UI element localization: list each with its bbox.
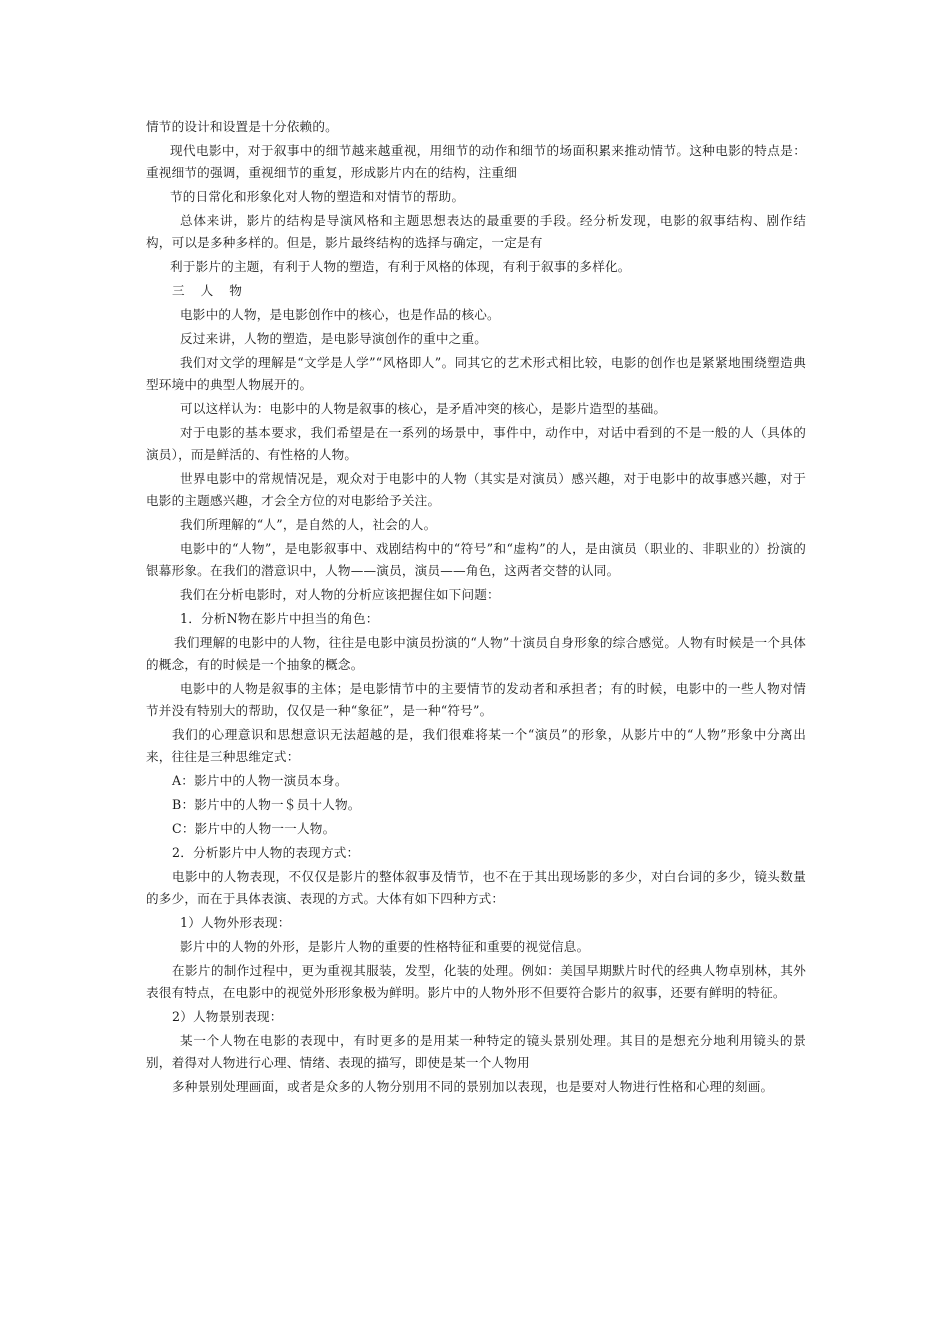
paragraph: 世界电影中的常规情况是，观众对于电影中的人物（其实是对演员）感兴趣，对于电影中的故事感兴趣，对于电影的主题感兴趣，才会全方位的对电影给予关注。 bbox=[146, 471, 806, 508]
paragraph: 总体来讲，影片的结构是导演风格和主题思想表达的最重要的手段。经分析发现，电影的叙事结构、剧作结构，可以是多种多样的。但是，影片最终结构的选择与确定，一定是有 bbox=[146, 213, 806, 250]
paragraph: 影片中的人物的外形，是影片人物的重要的性格特征和重要的视觉信息。 bbox=[180, 939, 590, 954]
paragraph: 对于电影的基本要求，我们希望是在一系列的场景中，事件中，动作中，对话中看到的不是一般的人（具体的演员），而是鲜活的、有性格的人物。 bbox=[146, 425, 806, 462]
paragraph: 我们的心理意识和思想意识无法超越的是，我们很难将某一个“演员”的形象，从影片中的“人物”形象中分离出来，往往是三种思维定式： bbox=[146, 727, 806, 764]
subheading: 2）人物景别表现： bbox=[172, 1009, 283, 1024]
subheading: 1．分析N物在影片中担当的角色： bbox=[180, 611, 379, 626]
paragraph: 我们所理解的“人”，是自然的人，社会的人。 bbox=[180, 517, 437, 532]
paragraph: 我们对文学的理解是“文学是人学”“风格即人”。同其它的艺术形式相比较，电影的创作也是紧紧地围绕塑造典型环境中的典型人物展开的。 bbox=[146, 355, 806, 392]
paragraph: 电影中的人物表现，不仅仅是影片的整体叙事及情节，也不在于其出现场影的多少，对白台词的多少，镜头数量的多少，而在于具体表演、表现的方式。大体有如下四种方式： bbox=[146, 869, 806, 906]
section-heading: 三 人 物 bbox=[172, 283, 248, 298]
paragraph: 情节的设计和设置是十分依赖的。 bbox=[146, 119, 338, 134]
paragraph: 电影中的人物，是电影创作中的核心，也是作品的核心。 bbox=[180, 307, 500, 322]
list-item: A：影片中的人物一演员本身。 bbox=[172, 773, 348, 788]
paragraph: 反过来讲，人物的塑造，是电影导演创作的重中之重。 bbox=[180, 331, 488, 346]
subheading: 2．分析影片中人物的表现方式： bbox=[172, 845, 360, 860]
subheading: 1）人物外形表现： bbox=[180, 915, 291, 930]
document-page bbox=[146, 116, 806, 1100]
paragraph: 我们理解的电影中的人物，往往是电影中演员扮演的“人物”十演员自身形象的综合感觉。人物有时候是一个具体的概念，有的时候是一个抽象的概念。 bbox=[146, 635, 806, 672]
paragraph: 利于影片的主题，有利于人物的塑造，有利于风格的体现，有利于叙事的多样化。 bbox=[170, 259, 631, 274]
paragraph: 节的日常化和形象化对人物的塑造和对情节的帮助。 bbox=[170, 189, 465, 204]
list-item: B：影片中的人物一＄员十人物。 bbox=[172, 797, 361, 812]
paragraph: 多种景别处理画面，或者是众多的人物分别用不同的景别加以表现，也是要对人物进行性格和心理的刻画。 bbox=[172, 1079, 774, 1094]
paragraph: 某一个人物在电影的表现中，有时更多的是用某一种特定的镜头景别处理。其目的是想充分地利用镜头的景别，着得对人物进行心理、情绪、表现的描写，即使是某一个人物用 bbox=[146, 1033, 806, 1070]
paragraph: 电影中的“人物”，是电影叙事中、戏剧结构中的“符号”和“虚构”的人，是由演员（职业的、非职业的）扮演的银幕形象。在我们的潜意识中，人物——演员，演员——角色，这两者交替的认同。 bbox=[146, 541, 806, 578]
paragraph: 电影中的人物是叙事的主体；是电影情节中的主要情节的发动者和承担者；有的时候，电影中的一些人物对情节并没有特别大的帮助，仅仅是一种“象征”，是一种“符号”。 bbox=[146, 681, 806, 718]
paragraph: 我们在分析电影时，对人物的分析应该把握住如下问题： bbox=[180, 587, 500, 602]
paragraph: 在影片的制作过程中，更为重视其服装，发型，化装的处理。例如：美国早期默片时代的经典人物卓别林，其外表很有特点，在电影中的视觉外形形象极为鲜明。影片中的人物外形不但要符合影片的叙事，还要有鲜明的特征。 bbox=[146, 963, 806, 1000]
paragraph: 可以这样认为：电影中的人物是叙事的核心，是矛盾冲突的核心，是影片造型的基础。 bbox=[180, 401, 667, 416]
paragraph: 现代电影中，对于叙事中的细节越来越重视，用细节的动作和细节的场面积累来推动情节。这种电影的特点是：重视细节的强调，重视细节的重复，形成影片内在的结构，注重细 bbox=[146, 143, 806, 180]
list-item: C：影片中的人物一一人物。 bbox=[172, 821, 336, 836]
